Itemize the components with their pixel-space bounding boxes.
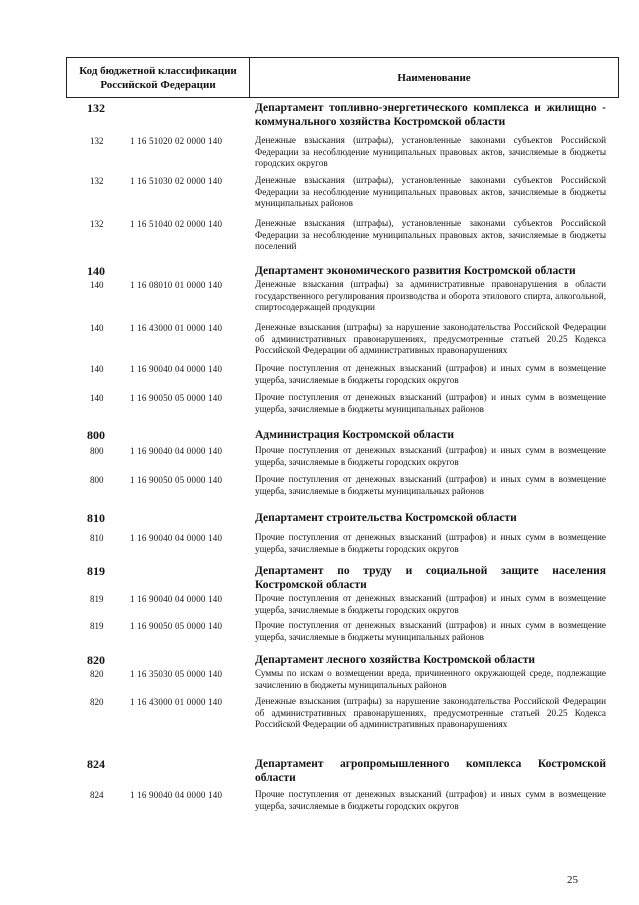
entry-description: Денежные взыскания (штрафы), установленные законами субъектов Российской Федерации за несоблюдение муниципальных правовых актов, зачисляемые в бюджеты муниципальных районов	[255, 175, 606, 209]
admin-code: 810	[90, 533, 104, 543]
department-name: Департамент экономического развития Костромской области	[255, 265, 576, 277]
department-code: 824	[87, 757, 105, 771]
table-header	[66, 57, 619, 98]
entry-description: Денежные взыскания (штрафы) за нарушение законодательства Российской Федерации об административных правонарушениях, предусмотренные статьей 20.25 Кодекса Российской Федерации об административных правонарушениях	[255, 696, 606, 730]
page-number: 25	[567, 874, 578, 886]
department-code: 819	[87, 564, 105, 578]
admin-code: 140	[90, 364, 104, 374]
admin-code: 132	[90, 219, 104, 229]
department-code: 820	[87, 653, 105, 667]
department-code: 800	[87, 428, 105, 442]
entry-description: Прочие поступления от денежных взысканий (штрафов) и иных сумм в возмещение ущерба, зачисляемые в бюджеты городских округов	[255, 532, 606, 554]
admin-code: 800	[90, 475, 104, 485]
entry-description: Прочие поступления от денежных взысканий (штрафов) и иных сумм в возмещение ущерба, зачисляемые в бюджеты городских округов	[255, 445, 606, 467]
admin-code: 820	[90, 697, 104, 707]
budget-code: 1 16 90040 04 0000 140	[130, 533, 223, 543]
department-code: 810	[87, 511, 105, 525]
admin-code: 819	[90, 594, 104, 604]
department-name: Департамент лесного хозяйства Костромской области	[255, 654, 536, 666]
department-name: Администрация Костромской области	[255, 429, 455, 441]
department-name: Департамент топливно-энергетического комплекса и жилищно - коммунального хозяйства Костромской области	[255, 102, 606, 128]
department-name: Департамент по труду и социальной защите населения Костромской области	[255, 565, 606, 591]
department-name: Департамент агропромышленного комплекса Костромской области	[255, 758, 606, 784]
entry-description: Денежные взыскания (штрафы) за административные правонарушения в области государственного регулирования производства и оборота этилового спирта, алкогольной, спиртосодержащей продукции	[255, 279, 606, 313]
budget-code: 1 16 90040 04 0000 140	[130, 594, 223, 604]
budget-code: 1 16 43000 01 0000 140	[130, 697, 223, 707]
budget-code: 1 16 90040 04 0000 140	[130, 790, 223, 800]
entry-description: Прочие поступления от денежных взысканий (штрафов) и иных сумм в возмещение ущерба, зачисляемые в бюджеты муниципальных районов	[255, 620, 606, 642]
department-code: 132	[87, 101, 105, 115]
budget-code: 1 16 51030 02 0000 140	[130, 176, 223, 186]
budget-code: 1 16 90040 04 0000 140	[130, 446, 223, 456]
entry-description: Прочие поступления от денежных взысканий (штрафов) и иных сумм в возмещение ущерба, зачисляемые в бюджеты городских округов	[255, 789, 606, 811]
entry-description: Денежные взыскания (штрафы), установленные законами субъектов Российской Федерации за несоблюдение муниципальных правовых актов, зачисляемые в бюджеты городских округов	[255, 135, 606, 169]
admin-code: 140	[90, 393, 104, 403]
admin-code: 132	[90, 176, 104, 186]
department-code: 140	[87, 264, 105, 278]
budget-code: 1 16 43000 01 0000 140	[130, 323, 223, 333]
admin-code: 819	[90, 621, 104, 631]
admin-code: 132	[90, 136, 104, 146]
entry-description: Прочие поступления от денежных взысканий (штрафов) и иных сумм в возмещение ущерба, зачисляемые в бюджеты муниципальных районов	[255, 474, 606, 496]
entry-description: Прочие поступления от денежных взысканий (штрафов) и иных сумм в возмещение ущерба, зачисляемые в бюджеты городских округов	[255, 593, 606, 615]
header-code-column: Код бюджетной классификации Российской Федерации	[67, 58, 250, 97]
department-name: Департамент строительства Костромской области	[255, 512, 517, 524]
budget-code: 1 16 90050 05 0000 140	[130, 621, 223, 631]
budget-code: 1 16 51040 02 0000 140	[130, 219, 223, 229]
budget-code: 1 16 90050 05 0000 140	[130, 475, 223, 485]
entry-description: Прочие поступления от денежных взысканий (штрафов) и иных сумм в возмещение ущерба, зачисляемые в бюджеты муниципальных районов	[255, 392, 606, 414]
entry-description: Денежные взыскания (штрафы), установленные законами субъектов Российской Федерации за несоблюдение муниципальных правовых актов, зачисляемые в бюджеты поселений	[255, 218, 606, 252]
admin-code: 800	[90, 446, 104, 456]
header-name-column: Наименование	[397, 71, 471, 84]
admin-code: 140	[90, 280, 104, 290]
budget-code: 1 16 08010 01 0000 140	[130, 280, 223, 290]
budget-code: 1 16 90050 05 0000 140	[130, 393, 223, 403]
entry-description: Денежные взыскания (штрафы) за нарушение законодательства Российской Федерации об административных правонарушениях, предусмотренные статьей 20.25 Кодекса Российской Федерации об административных правонарушениях	[255, 322, 606, 356]
admin-code: 140	[90, 323, 104, 333]
admin-code: 820	[90, 669, 104, 679]
admin-code: 824	[90, 790, 104, 800]
entry-description: Прочие поступления от денежных взысканий (штрафов) и иных сумм в возмещение ущерба, зачисляемые в бюджеты городских округов	[255, 363, 606, 385]
budget-code: 1 16 35030 05 0000 140	[130, 669, 223, 679]
entry-description: Суммы по искам о возмещении вреда, причиненного окружающей среде, подлежащие зачислению в бюджеты муниципальных районов	[255, 668, 606, 690]
budget-code: 1 16 90040 04 0000 140	[130, 364, 223, 374]
budget-code: 1 16 51020 02 0000 140	[130, 136, 223, 146]
